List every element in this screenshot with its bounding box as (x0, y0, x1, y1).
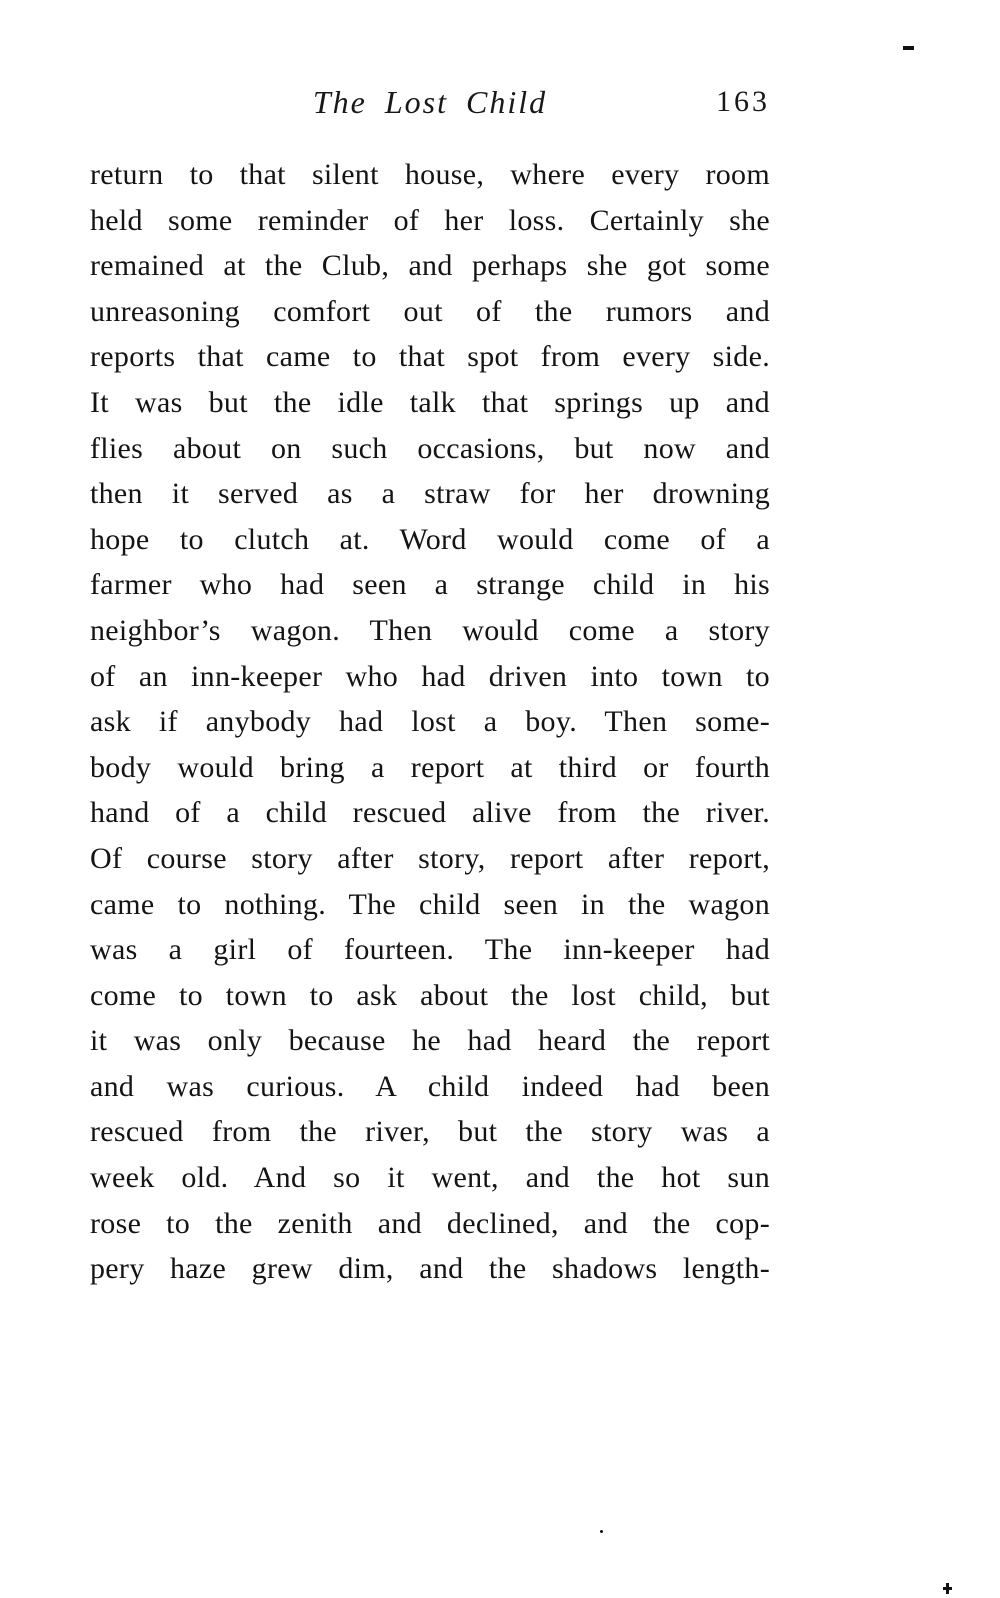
text-line: rose to the zenith and declined, and the cop- (90, 1206, 770, 1240)
scan-artifact-plus-horizontal (943, 1587, 952, 1590)
text-line: Of course story after story, report after report, (90, 841, 770, 875)
text-line: farmer who had seen a strange child in his (90, 568, 770, 602)
text-line: held some reminder of her loss. Certainly she (90, 203, 770, 237)
text-line: hand of a child rescued alive from the river. (90, 796, 770, 830)
text-line: ask if anybody had lost a boy. Then some- (90, 705, 770, 739)
text-line: week old. And so it went, and the hot sun (90, 1161, 770, 1195)
text-line: then it served as a straw for her drowning (90, 477, 770, 511)
page-number: 163 (716, 85, 770, 118)
text-line: body would bring a report at third or fourth (90, 750, 770, 784)
text-line: neighbor’s wagon. Then would come a story (90, 613, 770, 647)
text-line: flies about on such occasions, but now and (90, 431, 770, 465)
text-line: hope to clutch at. Word would come of a (90, 522, 770, 556)
scan-artifact-dot (600, 1530, 603, 1533)
text-line: reports that came to that spot from every side. (90, 340, 770, 374)
text-line: return to that silent house, where every room (90, 158, 770, 191)
text-line: remained at the Club, and perhaps she got some (90, 249, 770, 283)
chapter-title: The Lost Child (312, 84, 548, 120)
text-line: and was curious. A child indeed had been (90, 1069, 770, 1103)
text-line: rescued from the river, but the story was a (90, 1115, 770, 1149)
text-line: of an inn-keeper who had driven into town to (90, 659, 770, 693)
text-line: it was only because he had heard the report (90, 1024, 770, 1058)
text-line: pery haze grew dim, and the shadows length- (90, 1252, 770, 1286)
body-text (90, 152, 770, 1292)
scan-artifact-plus (943, 1583, 952, 1594)
running-header (90, 84, 770, 126)
text-line: come to town to ask about the lost child, but (90, 978, 770, 1012)
text-line: unreasoning comfort out of the rumors and (90, 294, 770, 328)
text-line: came to nothing. The child seen in the wagon (90, 887, 770, 921)
scan-artifact-dash (903, 46, 914, 50)
text-line: It was but the idle talk that springs up and (90, 385, 770, 419)
text-line: was a girl of fourteen. The inn-keeper had (90, 933, 770, 967)
